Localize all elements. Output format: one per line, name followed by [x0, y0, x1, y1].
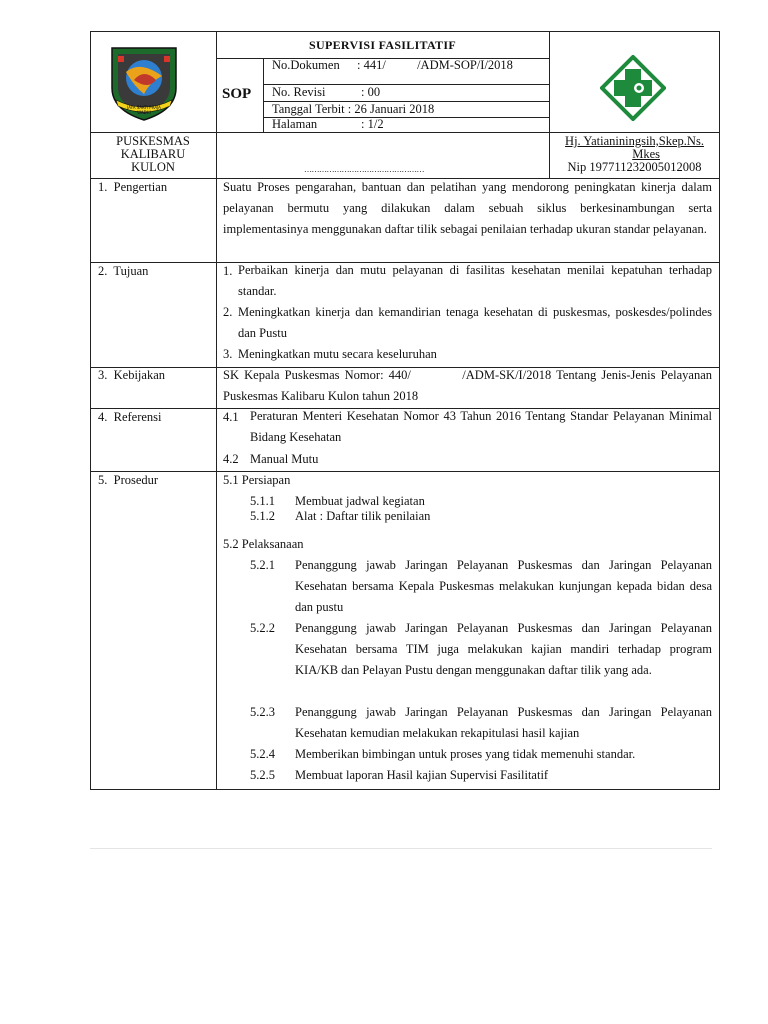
persiapan-num-1: 5.1.1 — [250, 494, 275, 508]
pengertian-text: Suatu Proses pengarahan, bantuan dan pelatihan yang mendorong peningkatan kinerja dalam pelayanan bermutu yang dilakukan dalam sebuah siklus berkesinambungan serta implementasinya menggunakan daftar tilik sebagai penilaian terhadap ukuran standar pelayanan. — [223, 180, 712, 236]
page-divider — [90, 848, 712, 849]
tujuan-num-3: 3. — [223, 347, 233, 361]
org-name-line1: PUSKESMAS — [116, 134, 190, 148]
tujuan-item-2: Meningkatkan kinerja dan kemandirian tenaga kesehatan di puskesmas, poskesdes/polindes dan Pustu — [238, 305, 712, 340]
tujuan-num-2: 2. — [223, 305, 233, 319]
org-name-line3: KULON — [131, 160, 175, 174]
document-title: SUPERVISI FASILITATIF — [309, 38, 456, 52]
section-label-prosedur: 5. Prosedur — [98, 473, 159, 487]
tujuan-item-1: Perbaikan kinerja dan mutu pelayanan di fasilitas kesehatan menilai kepatuhan terhadap standar. — [238, 263, 712, 298]
signature-line: ………………………………………… — [304, 165, 424, 174]
signer-title: Mkes — [632, 147, 660, 161]
persiapan-title: 5.1 Persiapan — [223, 473, 291, 487]
pelaksanaan-num-5: 5.2.5 — [250, 768, 275, 782]
pelaksanaan-item-3: Penanggung jawab Jaringan Pelayanan Puskesmas dan Jaringan Pelayanan Kesehatan kemudian melakukan rekapitulasi hasil kajian — [295, 705, 712, 740]
puskesmas-logo — [600, 55, 666, 121]
regency-logo — [104, 42, 184, 122]
pelaksanaan-num-2: 5.2.2 — [250, 621, 275, 635]
pelaksanaan-item-2: Penanggung jawab Jaringan Pelayanan Puskesmas dan Jaringan Pelayanan Kesehatan bersama TIM juga melakukan kajian mandiri terhadap program KIA/KB dan Pelayan Pustu dengan menggunakan daftar tilik yang ada. — [295, 621, 712, 677]
signer-name: Hj. Yatianiningsih,Skep.Ns. — [565, 134, 704, 148]
halaman-value: : 1/2 — [361, 117, 384, 131]
referensi-item-2: Manual Mutu — [250, 452, 319, 466]
pelaksanaan-num-4: 5.2.4 — [250, 747, 275, 761]
tujuan-item-3: Meningkatkan mutu secara keseluruhan — [238, 347, 437, 361]
tujuan-num-1: 1. — [223, 264, 233, 278]
no-revisi-value: : 00 — [361, 85, 381, 99]
tanggal-terbit: Tanggal Terbit : 26 Januari 2018 — [272, 102, 435, 116]
pelaksanaan-title: 5.2 Pelaksanaan — [223, 537, 304, 551]
pelaksanaan-item-1: Penanggung jawab Jaringan Pelayanan Puskesmas dan Jaringan Pelayanan Kesehatan bersama Kepala Puskesmas melakukan kunjungan kepada bidan desa dan pustu — [295, 558, 712, 614]
org-name-line2: KALIBARU — [120, 147, 186, 161]
pelaksanaan-num-1: 5.2.1 — [250, 558, 275, 572]
halaman-label: Halaman — [272, 117, 318, 131]
kebijakan-text: SK Kepala Puskesmas Nomor: 440/ /ADM-SK/I/2018 Tentang Jenis-Jenis Pelayanan Puskesmas Kalibaru Kulon tahun 2018 — [223, 368, 716, 403]
section-label-tujuan: 2. Tujuan — [98, 264, 149, 278]
section-label-kebijakan: 3. Kebijakan — [98, 368, 165, 382]
logo-motto: JAYA SAKTI PRAJA WADHI — [127, 105, 161, 115]
pelaksanaan-item-5: Membuat laporan Hasil kajian Supervisi Fasilitatif — [295, 768, 549, 782]
persiapan-item-1: Membuat jadwal kegiatan — [295, 494, 425, 508]
sop-label: SOP — [222, 86, 252, 102]
section-label-referensi: 4. Referensi — [98, 410, 162, 424]
no-dokumen-value: : 441/ /ADM-SOP/I/2018 — [357, 58, 513, 72]
persiapan-num-2: 5.1.2 — [250, 509, 275, 523]
referensi-num-1: 4.1 — [223, 410, 239, 424]
referensi-num-2: 4.2 — [223, 452, 239, 466]
pelaksanaan-num-3: 5.2.3 — [250, 705, 275, 719]
pelaksanaan-item-4: Memberikan bimbingan untuk proses yang tidak memenuhi standar. — [295, 747, 636, 761]
signer-nip: Nip 197711232005012008 — [567, 160, 702, 174]
no-revisi-label: No. Revisi — [272, 85, 326, 99]
persiapan-item-2: Alat : Daftar tilik penilaian — [295, 509, 431, 523]
no-dokumen-label: No.Dokumen — [272, 58, 340, 72]
referensi-item-1: Peraturan Menteri Kesehatan Nomor 43 Tahun 2016 Tentang Standar Pelayanan Minimal Bidang Kesehatan — [250, 409, 712, 444]
section-label-pengertian: 1. Pengertian — [98, 180, 168, 194]
